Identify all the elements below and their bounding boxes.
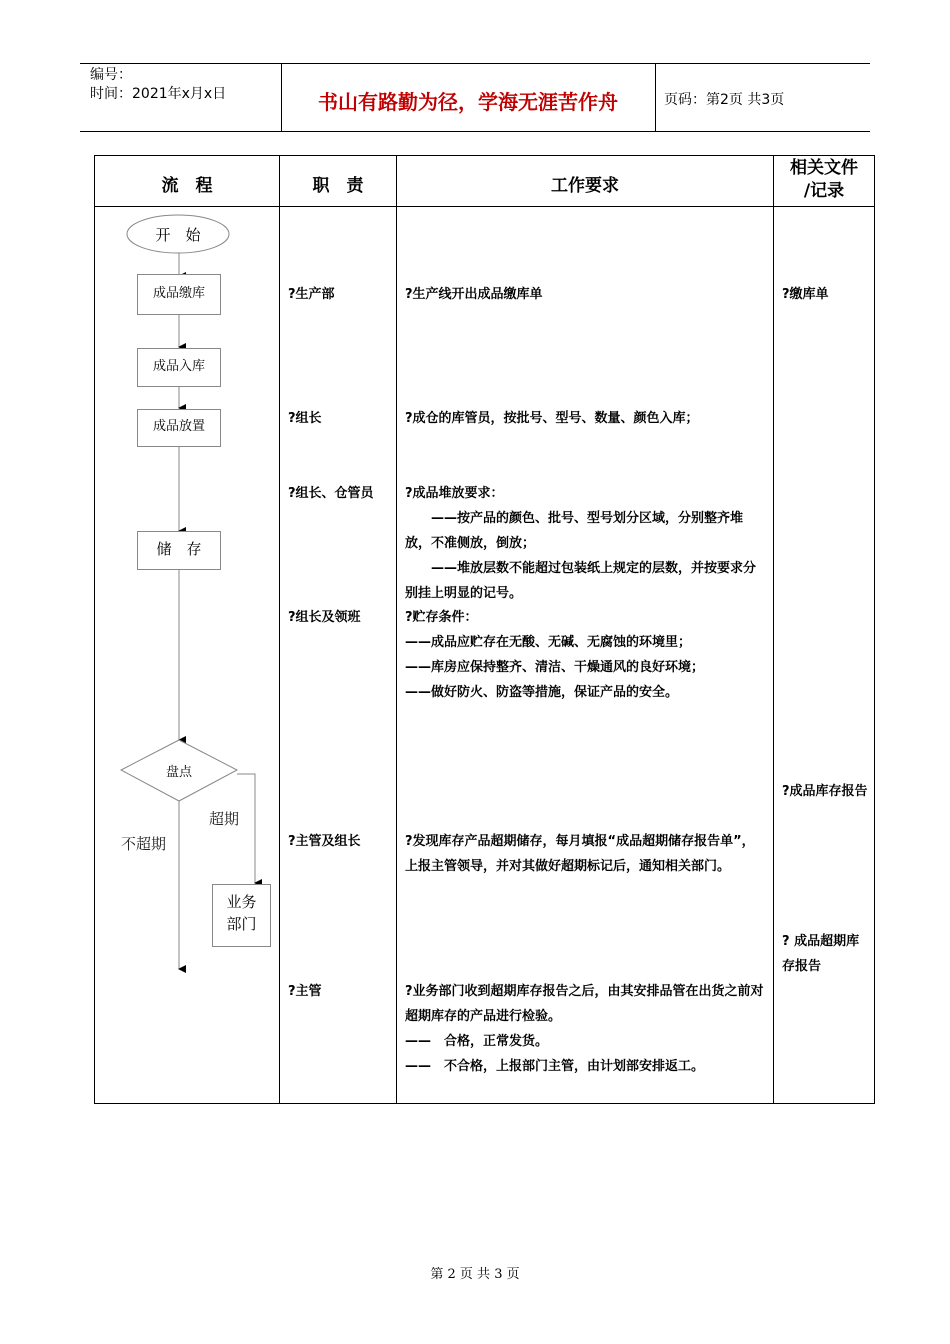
requirement-2: ?成仓的库管员，按批号、型号、数量、颜色入库； (405, 411, 699, 426)
motto: 书山有路勤为径，学海无涯苦作舟 (318, 90, 618, 114)
role-supervisor-leader: ?主管及组长 (288, 834, 361, 849)
requirement-4-title: ?贮存条件： (405, 610, 478, 625)
arrow-decision-to-dept (237, 774, 255, 883)
requirement-1: ?生产线开出成品缴库单 (405, 287, 543, 302)
time-label: 时间：2021年x月x日 (90, 86, 227, 102)
requirement-3-line: ——堆放层数不能超过包装纸上规定的层数，并按要求分别挂上明显的记号。 (405, 561, 757, 601)
requirement-4-line: ——成品应贮存在无酸、无碱、无腐蚀的环境里； (405, 635, 692, 650)
column-header-records: 相关文件 /记录 (790, 158, 858, 201)
record-delivery-slip: ?缴库单 (782, 287, 829, 302)
column-header-flow: 流 程 (161, 176, 213, 196)
requirement-4-line: ——库房应保持整齐、清洁、干燥通风的良好环境； (405, 660, 705, 675)
role-production: ?生产部 (288, 287, 335, 302)
record-inventory-report: ?成品库存报告 (782, 784, 868, 799)
flow-business-dept: 业务 部门 (212, 884, 271, 947)
requirement-6-line: —— 合格，正常发货。 (405, 1034, 549, 1049)
column-header-requirements: 工作要求 (551, 176, 619, 196)
page-info: 页码：第2页 共3页 (664, 92, 785, 108)
flow-step-storage-entry: 成品入库 (137, 348, 221, 387)
requirement-6-title: ?业务部门收到超期库存报告之后，由其安排品管在出货之前对超期库存的产品进行检验。 (405, 984, 764, 1024)
flow-overdue-label: 超期 (209, 810, 240, 828)
flow-decision-label: 盘点 (165, 765, 192, 780)
requirement-5: ?发现库存产品超期储存，每月填报“成品超期储存报告单”，上报主管领导，并对其做好超期标记后，通知相关部门。 (405, 834, 755, 874)
role-leader-warehouse: ?组长、仓管员 (288, 486, 374, 501)
page-footer: 第 2 页 共 3 页 (430, 1267, 520, 1282)
requirement-6-line: —— 不合格，上报部门主管，由计划部安排返工。 (405, 1059, 705, 1074)
flow-start-label: 开 始 (155, 226, 201, 244)
flow-not-overdue-label: 不超期 (121, 835, 167, 853)
role-team-leader: ?组长 (288, 411, 322, 426)
role-supervisor: ?主管 (288, 984, 322, 999)
column-header-duty: 职 责 (312, 176, 364, 196)
flow-step-store: 储 存 (137, 531, 221, 570)
flow-step-delivery: 成品缴库 (137, 274, 221, 315)
role-leader-foreman: ?组长及领班 (288, 610, 361, 625)
number-label: 编号： (90, 67, 132, 83)
requirement-4-line: ——做好防火、防盗等措施，保证产品的安全。 (405, 685, 679, 700)
requirement-3-line: ——按产品的颜色、批号、型号划分区域，分别整齐堆放，不准侧放，倒放； (405, 511, 744, 551)
flow-step-placement: 成品放置 (137, 409, 221, 447)
requirement-3-title: ?成品堆放要求： (405, 486, 504, 501)
record-overdue-report: ? 成品超期库存报告 (782, 934, 860, 974)
